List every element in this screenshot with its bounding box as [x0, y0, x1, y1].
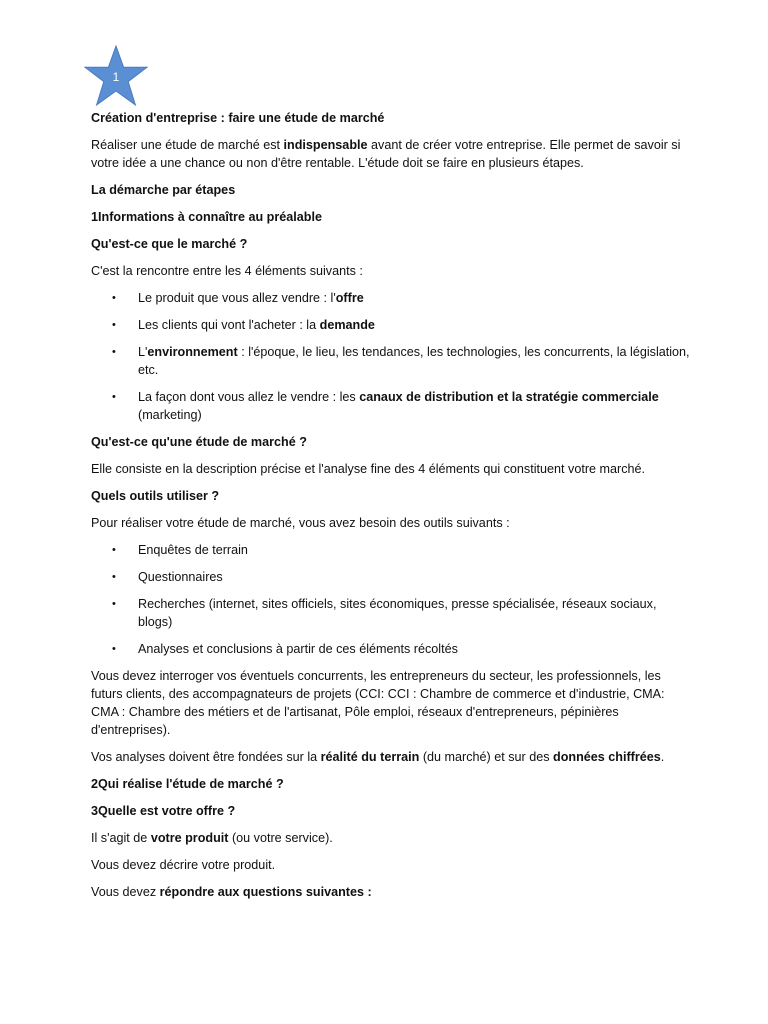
produit-text: (ou votre service).: [228, 831, 333, 845]
heading-step2: 2Qui réalise l'étude de marché ?: [91, 777, 284, 791]
item-text: Recherches (internet, sites officiels, sites économiques, presse spécialisée, réseaux sociaux, blogs): [138, 597, 657, 629]
paragraph-repondre: [91, 883, 691, 901]
analyses-text: .: [660, 750, 665, 764]
item-text: Les clients qui vont l'acheter : la: [138, 318, 320, 332]
intro-bold: indispensable: [283, 138, 368, 152]
paragraph-analyses: [91, 748, 691, 766]
item-bold: canaux de distribution et la stratégie commerciale: [359, 390, 659, 404]
bullet-icon: •: [112, 391, 116, 403]
list-item: [91, 595, 691, 631]
analyses-bold: réalité du terrain: [320, 750, 420, 764]
heading-step3: 3Quelle est votre offre ?: [91, 804, 236, 818]
item-text: Questionnaires: [138, 570, 223, 584]
item-text: : l'époque, le lieu, les tendances, les technologies, les concurrents, la législation, etc.: [138, 345, 690, 377]
item-text: Analyses et conclusions à partir de ces éléments récoltés: [138, 642, 458, 656]
elements-list: [91, 289, 691, 424]
heading-demarche: La démarche par étapes: [91, 183, 236, 197]
paragraph-besoin: Pour réaliser votre étude de marché, vous avez besoin des outils suivants :: [91, 516, 510, 530]
paragraph-consiste: Elle consiste en la description précise et l'analyse fine des 4 éléments qui constituent votre marché.: [91, 462, 646, 476]
item-text: (marketing): [138, 408, 202, 422]
bullet-icon: •: [112, 346, 116, 358]
produit-text: Il s'agit de: [91, 831, 151, 845]
paragraph-decrire: Vous devez décrire votre produit.: [91, 858, 276, 872]
outils-list: [91, 541, 691, 658]
star-badge-number: 1: [112, 70, 120, 84]
heading-marche: Qu'est-ce que le marché ?: [91, 237, 248, 251]
bullet-icon: •: [112, 544, 116, 556]
item-bold: demande: [319, 318, 375, 332]
heading-etude: Qu'est-ce qu'une étude de marché ?: [91, 435, 307, 449]
paragraph-interroger: Vous devez interroger vos éventuels concurrents, les entrepreneurs du secteur, les professionnels, les futurs clients, des accompagnateurs de projets (CCI: CCI : Chambre de commerce et d'industrie, CMA: CMA : Chambre des métiers et de l'artisanat, Pôle emploi, réseaux d'entrepreneurs, pépinières d'entreprises).: [91, 669, 665, 737]
bullet-icon: •: [112, 292, 116, 304]
paragraph-rencontre: C'est la rencontre entre les 4 éléments suivants :: [91, 264, 363, 278]
list-item: [91, 316, 691, 334]
repondre-text: Vous devez: [91, 885, 160, 899]
list-item: [91, 541, 691, 559]
analyses-text: (du marché) et sur des: [419, 750, 554, 764]
list-item: [91, 568, 691, 586]
intro-paragraph: [91, 136, 691, 172]
item-bold: offre: [335, 291, 364, 305]
list-item: [91, 640, 691, 658]
document-title: Création d'entreprise : faire une étude de marché: [91, 111, 385, 125]
document-body: [91, 109, 691, 910]
item-text: La façon dont vous allez le vendre : les: [138, 390, 360, 404]
bullet-icon: •: [112, 643, 116, 655]
heading-outils: Quels outils utiliser ?: [91, 489, 220, 503]
analyses-bold: données chiffrées: [553, 750, 661, 764]
item-text: Le produit que vous allez vendre : l': [138, 291, 336, 305]
item-text: Enquêtes de terrain: [138, 543, 248, 557]
bullet-icon: •: [112, 598, 116, 610]
item-bold: environnement: [147, 345, 238, 359]
item-text: L': [138, 345, 148, 359]
intro-text-a: Réaliser une étude de marché est: [91, 138, 284, 152]
list-item: [91, 388, 691, 424]
list-item: [91, 343, 691, 379]
list-item: [91, 289, 691, 307]
bullet-icon: •: [112, 571, 116, 583]
intro-text-c: avant de créer votre entreprise. Elle permet de savoir si votre idée a une chance ou non d'être rentable. L'étude doit se faire en plusieurs étapes.: [91, 138, 681, 170]
bullet-icon: •: [112, 319, 116, 331]
analyses-text: Vos analyses doivent être fondées sur la: [91, 750, 321, 764]
paragraph-produit: [91, 829, 691, 847]
produit-bold: votre produit: [150, 831, 229, 845]
heading-step1: 1Informations à connaître au préalable: [91, 210, 322, 224]
repondre-bold: répondre aux questions suivantes :: [159, 885, 372, 899]
